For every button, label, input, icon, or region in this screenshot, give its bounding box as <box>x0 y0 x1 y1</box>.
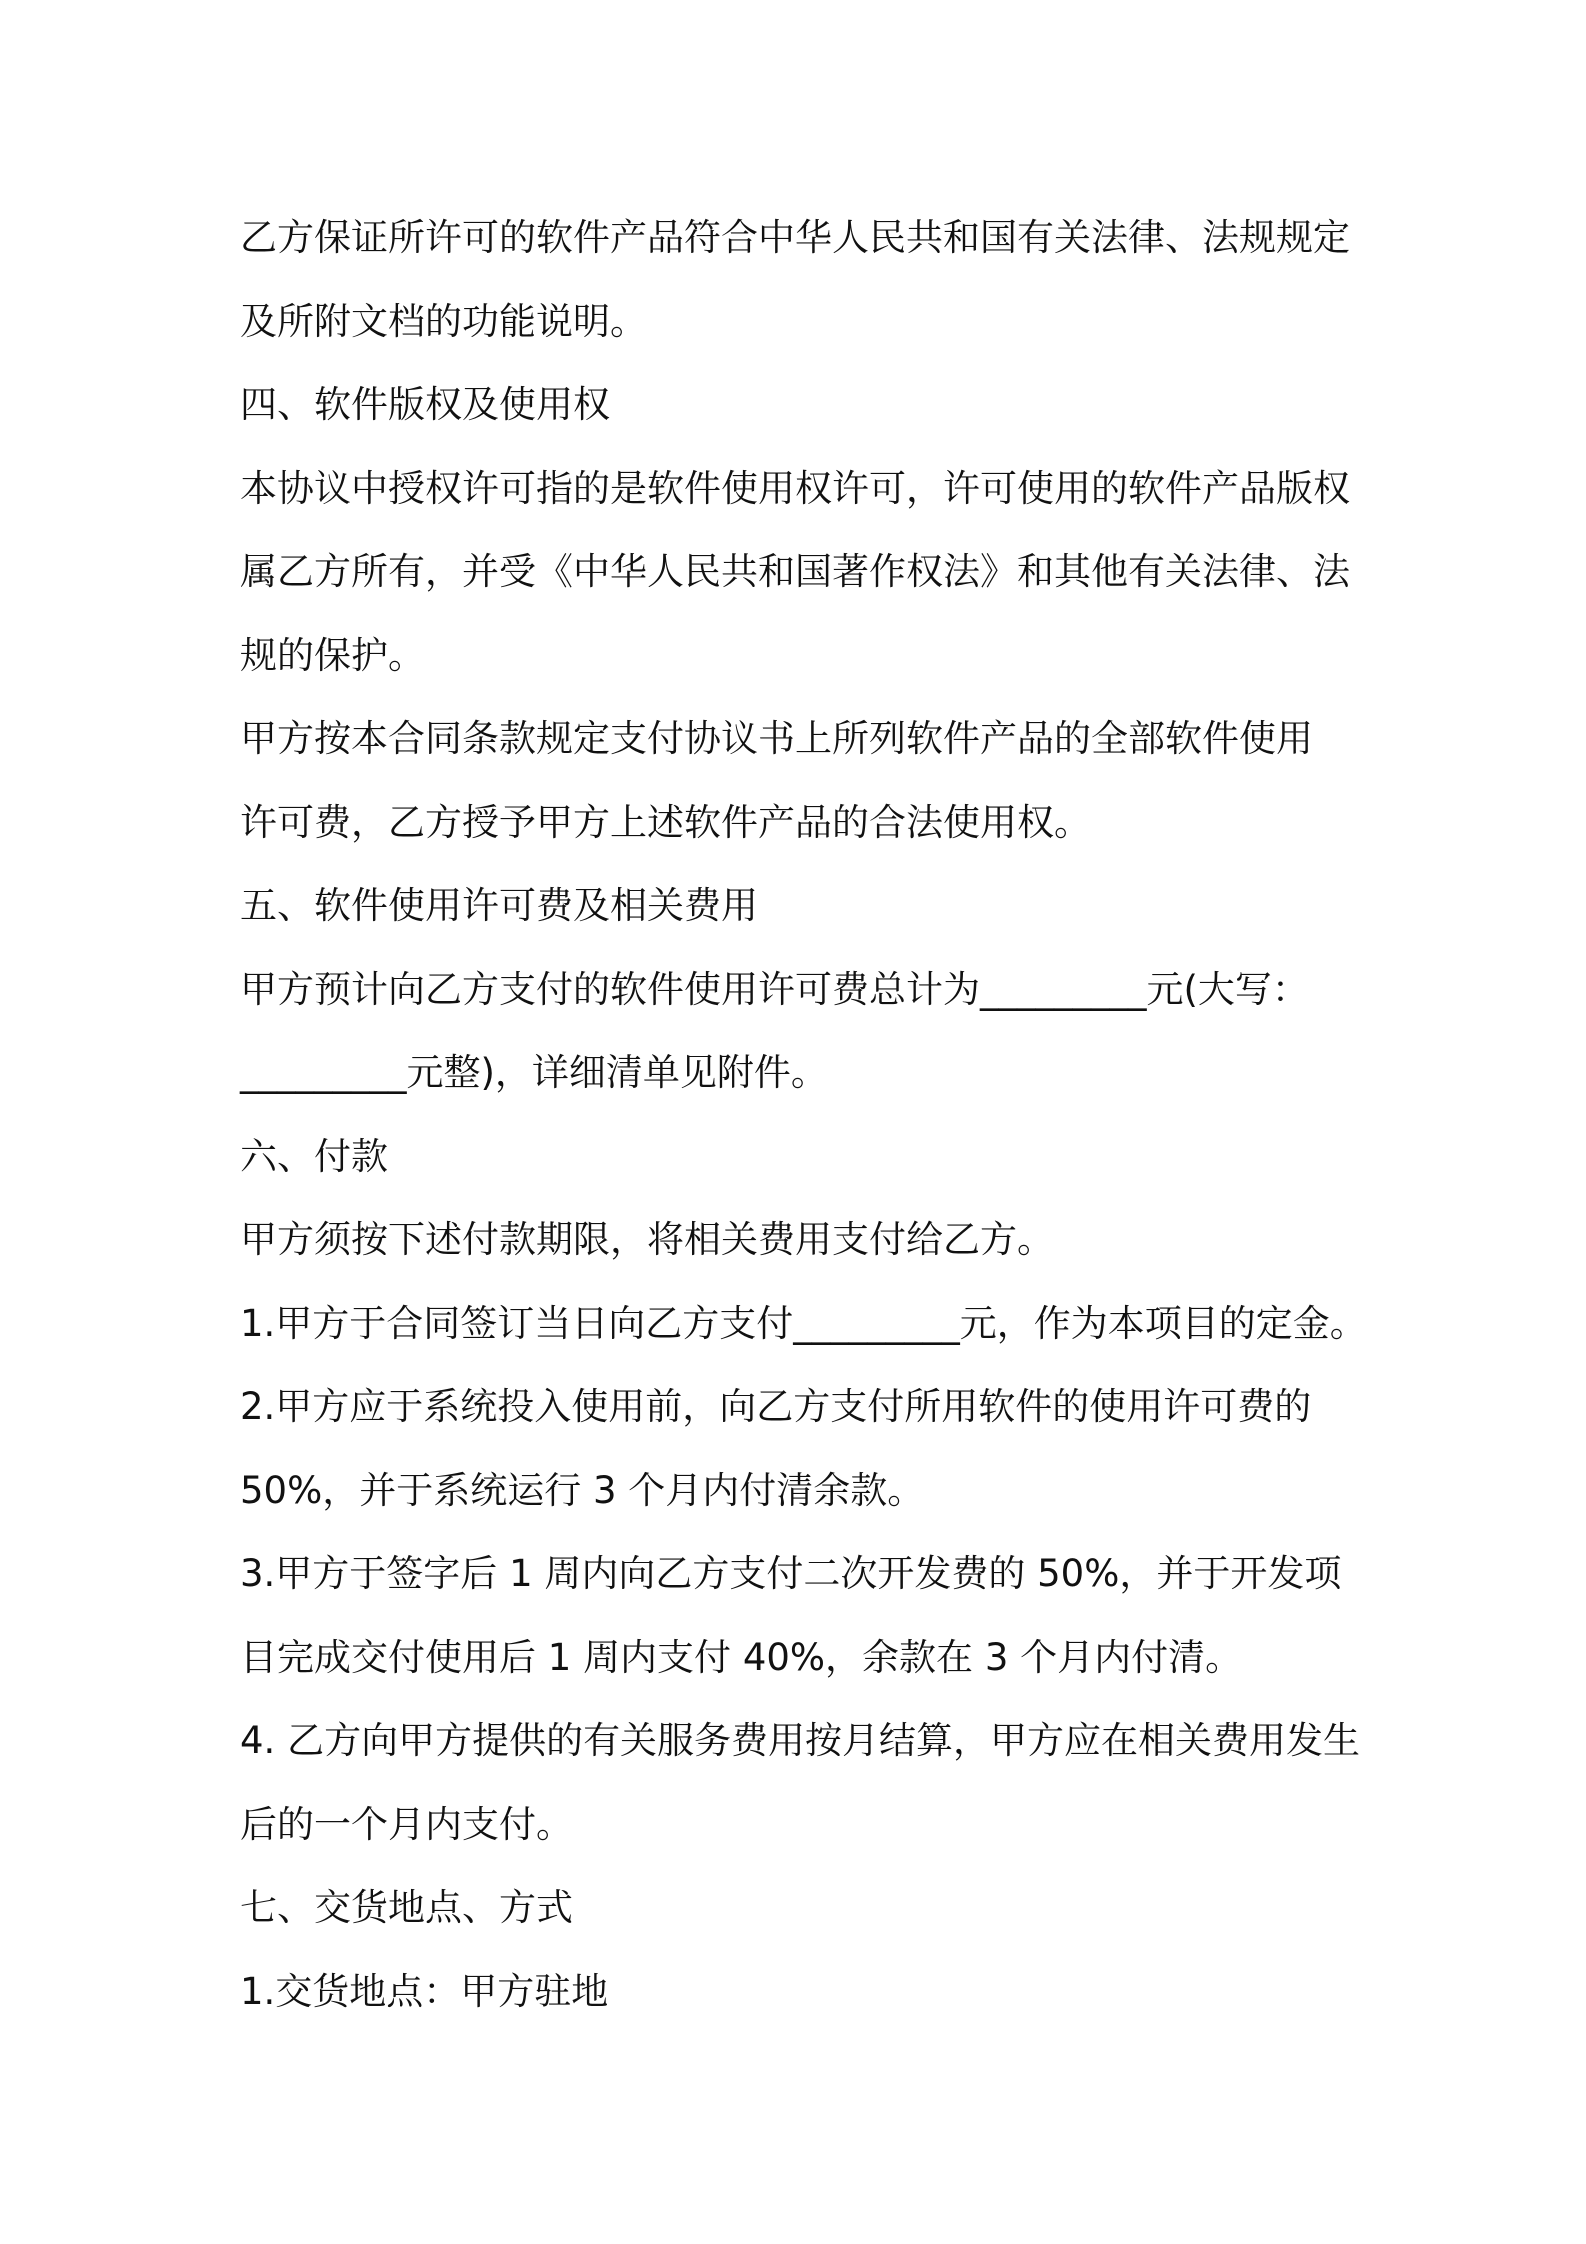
list-item: 4. 乙方向甲方提供的有关服务费用按月结算，甲方应在相关费用发生 <box>240 1719 1361 1762</box>
paragraph-line: 及所附文档的功能说明。 <box>240 299 647 343</box>
paragraph-line: 规的保护。 <box>240 633 425 677</box>
document-body <box>240 196 1370 2033</box>
list-item: 3.甲方于签字后 1 周内向乙方支付二次开发费的 50%，并于开发项 <box>240 1552 1342 1595</box>
list-item: 2.甲方应于系统投入使用前，向乙方支付所用软件的使用许可费的 <box>240 1385 1312 1428</box>
list-item-continuation: 后的一个月内支付。 <box>240 1802 573 1846</box>
section-heading: 七、交货地点、方式 <box>240 1886 573 1929</box>
section-heading: 六、付款 <box>240 1134 388 1178</box>
section-heading: 四、软件版权及使用权 <box>240 383 610 426</box>
paragraph-line: 甲方预计向乙方支付的软件使用许可费总计为_________元(大写： <box>240 967 1309 1011</box>
paragraph-line: 甲方按本合同条款规定支付协议书上所列软件产品的全部软件使用 <box>240 717 1313 760</box>
paragraph-line: 属乙方所有，并受《中华人民共和国著作权法》和其他有关法律、法 <box>240 550 1350 593</box>
list-item-continuation: 50%，并于系统运行 3 个月内付清余款。 <box>240 1468 925 1512</box>
section-heading: 五、软件使用许可费及相关费用 <box>240 884 758 927</box>
paragraph-line: _________元整)，详细清单见附件。 <box>240 1051 828 1094</box>
list-item: 1.交货地点：甲方驻地 <box>240 1969 609 2013</box>
paragraph-line: 甲方须按下述付款期限，将相关费用支付给乙方。 <box>240 1218 1054 1261</box>
paragraph-line: 许可费，乙方授予甲方上述软件产品的合法使用权。 <box>240 800 1091 844</box>
paragraph-line: 本协议中授权许可指的是软件使用权许可，许可使用的软件产品版权 <box>240 466 1350 510</box>
list-item: 1.甲方于合同签订当日向乙方支付_________元，作为本项目的定金。 <box>240 1301 1367 1345</box>
list-item-continuation: 目完成交付使用后 1 周内支付 40%，余款在 3 个月内付清。 <box>240 1635 1243 1679</box>
paragraph-line: 乙方保证所许可的软件产品符合中华人民共和国有关法律、法规规定 <box>240 216 1350 259</box>
